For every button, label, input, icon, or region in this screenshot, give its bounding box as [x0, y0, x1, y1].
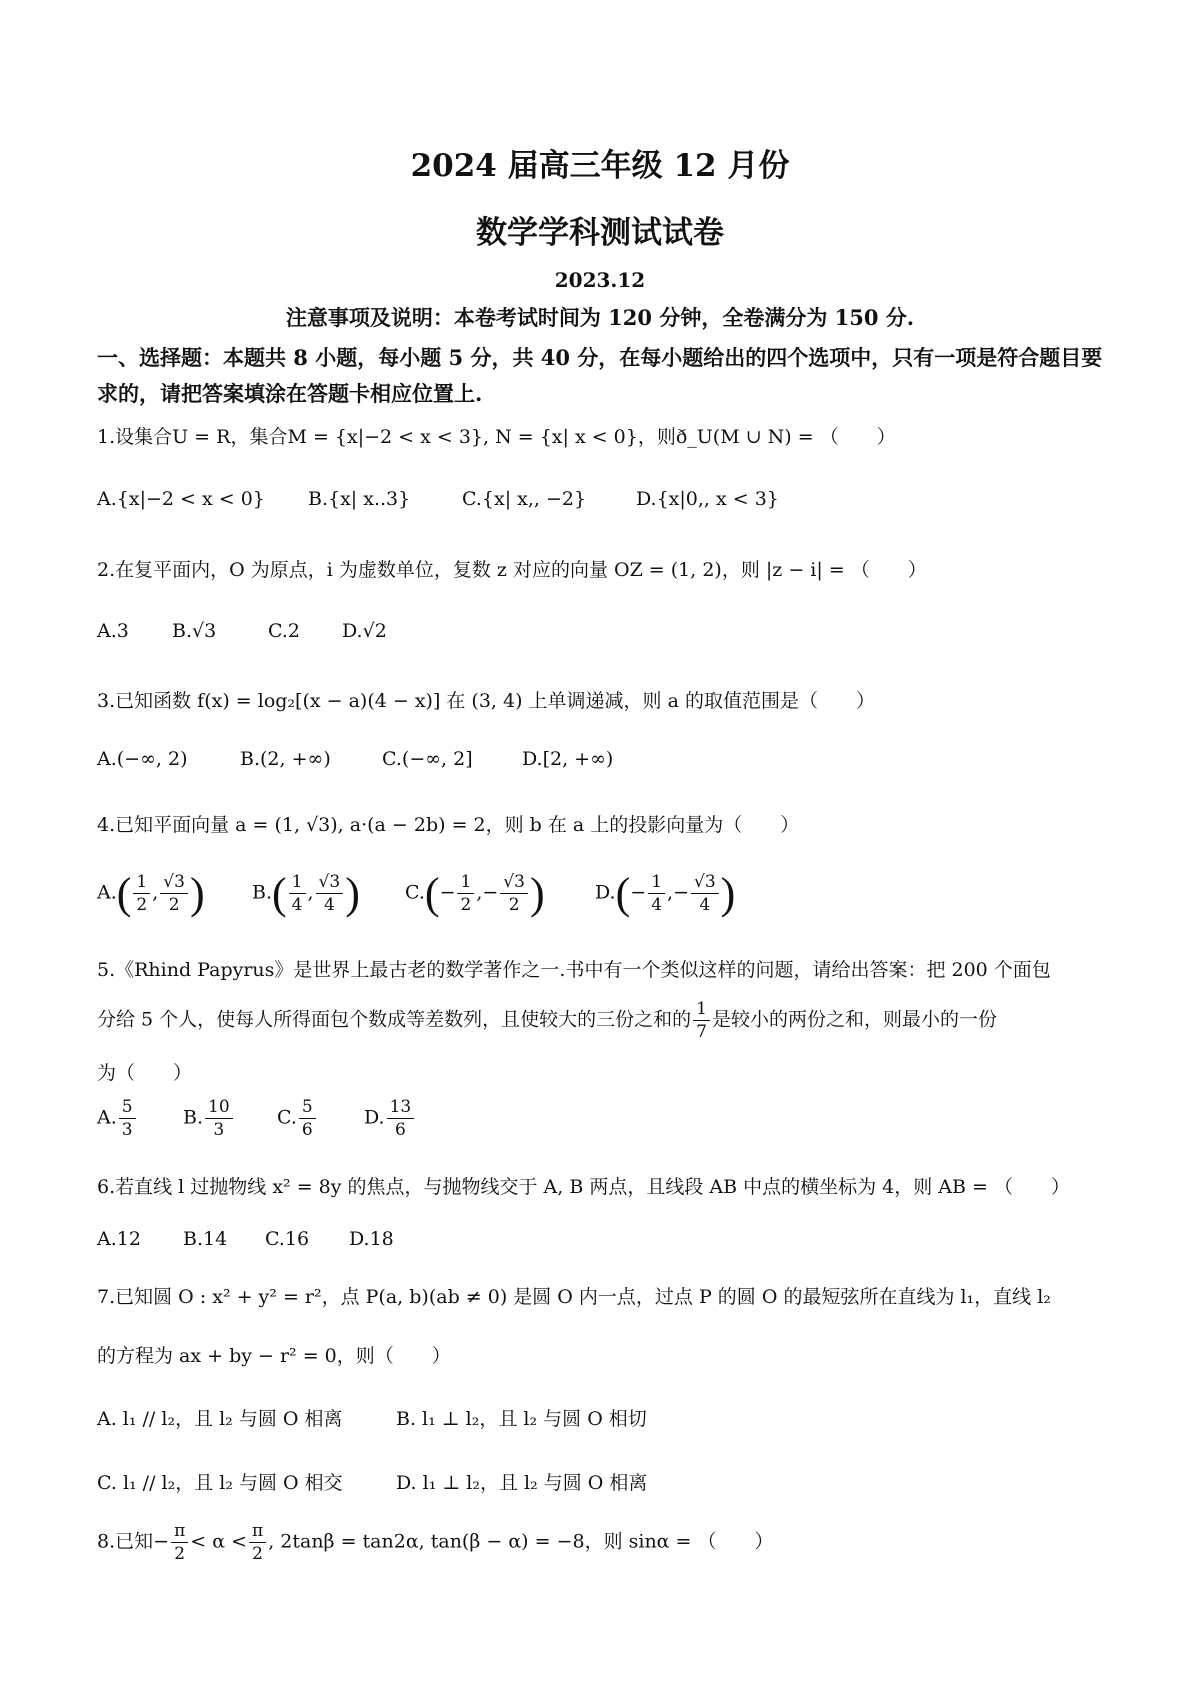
q7-option-d: D. l₁ ⊥ l₂，且 l₂ 与圆 O 相离 — [396, 1472, 648, 1494]
fraction — [457, 871, 474, 916]
stem-text: 8.已知 — [97, 1530, 154, 1553]
numerator: 5 — [119, 1096, 136, 1119]
denominator: 2 — [252, 1544, 263, 1564]
denominator: 2 — [174, 1544, 186, 1564]
numerator: 13 — [387, 1096, 415, 1119]
question-3-stem: 3.已知函数 f(x) = log₂[(x − a)(4 − x)] 在 (3, 4) 上单调递减，则 a 的取值范围是（ ） — [97, 690, 875, 712]
fraction — [648, 871, 665, 916]
question-6-stem: 6.若直线 l 过抛物线 x² = 8y 的焦点，与抛物线交于 A, B 两点，且线段 AB 中点的横坐标为 4，则 AB = （ ） — [97, 1176, 1070, 1198]
right-paren-glyph: ) — [529, 869, 545, 918]
sign: − — [630, 881, 647, 904]
numerator: 1 — [457, 871, 474, 894]
fraction — [316, 871, 344, 916]
denominator: 4 — [699, 895, 711, 915]
numerator: π — [171, 1520, 188, 1543]
stem-text: 是较小的两份之和，则最小的一份 — [712, 1008, 998, 1031]
fraction — [691, 871, 719, 916]
denominator: 6 — [395, 1120, 406, 1140]
numerator: 5 — [299, 1096, 316, 1119]
denominator: 2 — [136, 895, 148, 915]
fraction — [133, 871, 150, 916]
q7-option-c: C. l₁ // l₂，且 l₂ 与圆 O 相交 — [97, 1472, 343, 1494]
denominator: 2 — [168, 895, 180, 915]
fraction — [171, 1520, 188, 1565]
right-paren-glyph: ) — [720, 869, 736, 918]
numerator: √3 — [160, 871, 188, 894]
right-paren-glyph: ) — [345, 869, 360, 918]
q6-option-b: B.14 — [183, 1228, 228, 1250]
numerator: 1 — [289, 871, 306, 894]
q2-option-c: C.2 — [268, 620, 300, 642]
option-label: B. — [183, 1106, 204, 1129]
q6-option-c: C.16 — [265, 1228, 310, 1250]
fraction — [249, 1520, 266, 1565]
left-paren-glyph: ( — [116, 869, 132, 918]
numerator: 1 — [133, 871, 150, 894]
sign: − — [482, 881, 499, 904]
denominator: 7 — [696, 1022, 707, 1042]
stem-text: , 2tanβ = tan2α, tan(β − α) = −8，则 sinα = （ ） — [268, 1530, 774, 1553]
denominator: 2 — [508, 895, 520, 915]
sign: − — [439, 881, 456, 904]
q4-option-c: C.(− $\frac{1}{2}$ ,− $\frac{√3}{2}$ ) — [405, 869, 545, 918]
q4-option-d: D.(− $\frac{1}{4}$ ,− $\frac{√3}{4}$ ) — [595, 869, 736, 918]
question-5-stem-line2 — [97, 998, 997, 1043]
exam-title: 2024 届高三年级 12 月份 — [410, 148, 790, 184]
question-7-stem-line1: 7.已知圆 O : x² + y² = r²，点 P(a, b)(ab ≠ 0) 是圆 O 内一点，过点 P 的圆 O 的最短弦所在直线为 l₁，直线 l₂ — [97, 1286, 1051, 1308]
q4-option-b: B.( $\frac{1}{4}$ , $\frac{√3}{4}$ ) — [252, 869, 360, 918]
q3-option-b: B.(2, +∞) — [240, 748, 331, 770]
fraction — [160, 871, 188, 916]
right-paren-glyph: ) — [189, 869, 205, 918]
q5-option-a — [97, 1096, 138, 1141]
option-label: A. — [97, 1106, 117, 1129]
q5-option-d — [364, 1096, 416, 1141]
question-4-stem: 4.已知平面向量 a = (1, √3), a·(a − 2b) = 2，则 b 在 a 上的投影向量为（ ） — [97, 814, 800, 836]
numerator: √3 — [691, 871, 719, 894]
question-1-stem: 1.设集合U = R，集合M = {x|−2 < x < 3}, N = {x| x < 0}，则ð_U(M ∪ N) = （ ） — [97, 426, 896, 448]
denominator: 3 — [121, 1120, 133, 1140]
numerator: √3 — [316, 871, 344, 894]
option-label: D. — [364, 1106, 385, 1129]
denominator: 2 — [460, 895, 472, 915]
left-paren-glyph: ( — [272, 869, 287, 918]
q3-option-c: C.(−∞, 2] — [382, 748, 473, 770]
fraction — [119, 1096, 136, 1141]
question-5-stem-line3: 为（ ） — [97, 1062, 193, 1084]
fraction — [289, 871, 306, 916]
q6-option-a: A.12 — [97, 1228, 141, 1250]
numerator: 1 — [693, 998, 710, 1021]
denominator: 3 — [213, 1120, 225, 1140]
left-paren-glyph: ( — [615, 869, 631, 918]
q7-option-a: A. l₁ // l₂，且 l₂ 与圆 O 相离 — [97, 1408, 343, 1430]
q7-option-b: B. l₁ ⊥ l₂，且 l₂ 与圆 O 相切 — [396, 1408, 647, 1430]
q1-option-c: C.{x| x,, −2} — [462, 488, 587, 510]
q5-option-c — [277, 1096, 318, 1141]
option-label: C. — [405, 881, 425, 904]
question-2-stem: 2.在复平面内，O 为原点，i 为虚数单位，复数 z 对应的向量 OZ = (1, 2)，则 |z − i| = （ ） — [97, 559, 927, 581]
numerator: 10 — [205, 1096, 233, 1119]
q1-option-d: D.{x|0,, x < 3} — [636, 488, 779, 510]
question-7-stem-line2: 的方程为 ax + by − r² = 0，则（ ） — [97, 1345, 451, 1367]
left-paren-glyph: ( — [424, 869, 440, 918]
q6-option-d: D.18 — [349, 1228, 394, 1250]
numerator: √3 — [500, 871, 528, 894]
q2-option-d: D.√2 — [342, 620, 387, 642]
denominator: 6 — [301, 1120, 313, 1140]
option-label: C. — [277, 1106, 297, 1129]
exam-subtitle: 数学学科测试试卷 — [476, 215, 724, 251]
section-heading: 一、选择题：本题共 8 小题，每小题 5 分，共 40 分，在每小题给出的四个选项中，只有一项是符合题目要求的，请把答案填涂在答题卡相应位置上. — [97, 345, 1103, 406]
question-5-stem-line1: 5.《Rhind Papyrus》是世界上最古老的数学著作之一.书中有一个类似这样的问题，请给出答案：把 200 个面包 — [97, 959, 1051, 981]
sign: − — [673, 881, 689, 904]
q5-option-b — [183, 1096, 235, 1141]
fraction — [299, 1096, 316, 1141]
q3-option-d: D.[2, +∞) — [522, 748, 614, 770]
q4-option-a: A.( $\frac{1}{2}$ , $\frac{√3}{2}$ ) — [97, 869, 205, 918]
fraction — [205, 1096, 233, 1141]
option-label: B. — [252, 881, 273, 904]
stem-text: < α < — [190, 1530, 247, 1553]
question-8-stem — [97, 1520, 774, 1565]
fraction — [500, 871, 528, 916]
denominator: 4 — [651, 895, 663, 915]
option-label: A. — [97, 881, 117, 904]
numerator: π — [249, 1520, 266, 1543]
option-label: D. — [595, 881, 616, 904]
sign: − — [153, 1530, 170, 1553]
fraction — [693, 998, 710, 1043]
fraction — [387, 1096, 415, 1141]
q2-option-b: B.√3 — [172, 620, 217, 642]
q2-option-a: A.3 — [97, 620, 129, 642]
q1-option-a: A.{x|−2 < x < 0} — [97, 488, 265, 510]
denominator: 4 — [291, 895, 303, 915]
exam-notice: 注意事项及说明：本卷考试时间为 120 分钟，全卷满分为 150 分. — [285, 305, 915, 330]
q3-option-a: A.(−∞, 2) — [97, 748, 188, 770]
denominator: 4 — [323, 895, 335, 915]
numerator: 1 — [648, 871, 665, 894]
q1-option-b: B.{x| x..3} — [308, 488, 411, 510]
exam-date: 2023.12 — [554, 268, 646, 292]
stem-text: 分给 5 个人，使每人所得面包个数成等差数列，且使较大的三份之和的 — [97, 1008, 692, 1031]
